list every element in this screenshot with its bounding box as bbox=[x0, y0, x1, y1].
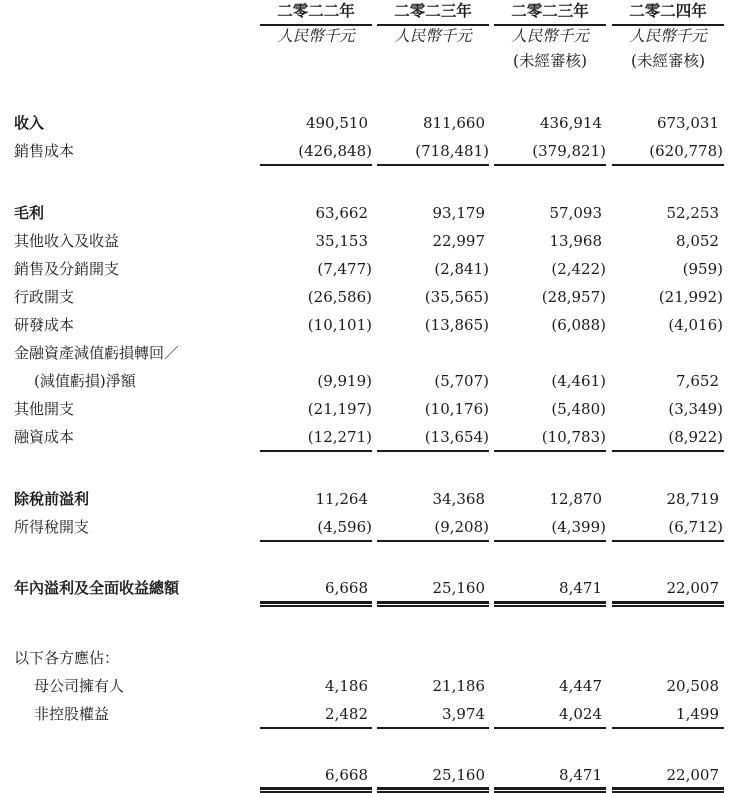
table-cell: 7,652 bbox=[676, 372, 719, 390]
table-cell: 93,179 bbox=[432, 204, 485, 222]
subtotal-rule bbox=[260, 727, 372, 729]
row-label: 銷售及分銷開支 bbox=[14, 260, 120, 278]
column-currency: 人民幣千元 bbox=[394, 27, 472, 45]
column-currency: 人民幣千元 bbox=[629, 27, 707, 45]
column-header-4 bbox=[612, 2, 724, 70]
table-cell: 8,052 bbox=[676, 232, 719, 250]
column-note: (未經審核) bbox=[630, 52, 706, 70]
total-double-rule bbox=[494, 787, 606, 793]
table-cell: 25,160 bbox=[432, 766, 485, 784]
row-label: 母公司擁有人 bbox=[34, 677, 125, 695]
table-cell: (426,848) bbox=[298, 142, 372, 160]
table-cell: (8,922) bbox=[668, 428, 723, 446]
table-cell: 8,471 bbox=[559, 579, 602, 597]
row-label: 銷售成本 bbox=[14, 142, 75, 160]
header-rule bbox=[377, 24, 489, 26]
table-cell: (2,841) bbox=[434, 260, 489, 278]
row-label: 研發成本 bbox=[14, 316, 75, 334]
column-currency: 人民幣千元 bbox=[511, 27, 589, 45]
header-rule bbox=[260, 24, 372, 26]
total-double-rule bbox=[260, 601, 372, 607]
table-cell: 3,974 bbox=[442, 705, 485, 723]
subtotal-rule bbox=[612, 164, 724, 166]
subtotal-rule bbox=[612, 727, 724, 729]
table-cell: (6,088) bbox=[551, 316, 606, 334]
row-label: 非控股權益 bbox=[34, 705, 110, 723]
table-cell: 21,186 bbox=[432, 677, 485, 695]
table-cell: (4,016) bbox=[668, 316, 723, 334]
row-label: (減值虧損)淨額 bbox=[34, 372, 136, 390]
subtotal-rule bbox=[260, 540, 372, 542]
total-double-rule bbox=[612, 787, 724, 793]
table-cell: 22,007 bbox=[666, 766, 719, 784]
row-label: 年內溢利及全面收益總額 bbox=[14, 579, 180, 597]
subtotal-rule bbox=[377, 164, 489, 166]
column-header-3 bbox=[494, 2, 606, 70]
table-cell: (9,919) bbox=[317, 372, 372, 390]
row-label: 金融資產減值虧損轉回／ bbox=[14, 344, 180, 362]
total-double-rule bbox=[377, 601, 489, 607]
table-cell: (21,197) bbox=[307, 400, 372, 418]
total-double-rule bbox=[494, 601, 606, 607]
table-cell: (4,399) bbox=[551, 518, 606, 536]
table-cell: (3,349) bbox=[668, 400, 723, 418]
subtotal-rule bbox=[494, 450, 606, 452]
table-cell: (379,821) bbox=[532, 142, 606, 160]
header-rule bbox=[612, 24, 724, 26]
column-year: 二零二三年 bbox=[511, 1, 589, 20]
subtotal-rule bbox=[377, 727, 489, 729]
row-label: 融資成本 bbox=[14, 428, 75, 446]
table-cell: (4,461) bbox=[551, 372, 606, 390]
subtotal-rule bbox=[494, 727, 606, 729]
table-cell: (10,101) bbox=[307, 316, 372, 334]
table-cell: (21,992) bbox=[658, 288, 723, 306]
table-cell: 34,368 bbox=[432, 490, 485, 508]
table-cell: (718,481) bbox=[415, 142, 489, 160]
subtotal-rule bbox=[494, 540, 606, 542]
subtotal-rule bbox=[260, 164, 372, 166]
table-cell: 20,508 bbox=[666, 677, 719, 695]
table-cell: 436,914 bbox=[539, 114, 602, 132]
total-double-rule bbox=[377, 787, 489, 793]
table-cell: 52,253 bbox=[666, 204, 719, 222]
column-year: 二零二二年 bbox=[277, 1, 355, 20]
total-double-rule bbox=[260, 787, 372, 793]
table-cell: (13,654) bbox=[424, 428, 489, 446]
table-cell: (620,778) bbox=[649, 142, 723, 160]
row-label: 除稅前溢利 bbox=[14, 490, 90, 508]
table-cell: 35,153 bbox=[315, 232, 368, 250]
row-label: 其他開支 bbox=[14, 400, 75, 418]
table-cell: 28,719 bbox=[666, 490, 719, 508]
table-cell: (2,422) bbox=[551, 260, 606, 278]
table-cell: 673,031 bbox=[656, 114, 719, 132]
row-label: 收入 bbox=[14, 114, 45, 132]
table-cell: 57,093 bbox=[549, 204, 602, 222]
table-cell: (5,480) bbox=[551, 400, 606, 418]
row-label: 毛利 bbox=[14, 204, 45, 222]
table-cell: (6,712) bbox=[668, 518, 723, 536]
table-cell: 6,668 bbox=[325, 579, 368, 597]
table-cell: 25,160 bbox=[432, 579, 485, 597]
table-cell: 22,007 bbox=[666, 579, 719, 597]
table-cell: 12,870 bbox=[549, 490, 602, 508]
total-double-rule bbox=[612, 601, 724, 607]
table-cell: (7,477) bbox=[317, 260, 372, 278]
subtotal-rule bbox=[612, 540, 724, 542]
table-cell: 4,447 bbox=[559, 677, 602, 695]
subtotal-rule bbox=[494, 164, 606, 166]
table-cell: (12,271) bbox=[307, 428, 372, 446]
table-cell: 2,482 bbox=[325, 705, 368, 723]
table-cell: 11,264 bbox=[315, 490, 368, 508]
row-label: 所得稅開支 bbox=[14, 518, 90, 536]
table-cell: 4,186 bbox=[325, 677, 368, 695]
table-cell: (10,783) bbox=[541, 428, 606, 446]
table-cell: 22,997 bbox=[432, 232, 485, 250]
subtotal-rule bbox=[377, 450, 489, 452]
table-cell: 13,968 bbox=[549, 232, 602, 250]
subtotal-rule bbox=[612, 450, 724, 452]
table-cell: (10,176) bbox=[424, 400, 489, 418]
header-rule bbox=[494, 24, 606, 26]
table-cell: 4,024 bbox=[559, 705, 602, 723]
table-cell: 490,510 bbox=[305, 114, 368, 132]
table-cell: (5,707) bbox=[434, 372, 489, 390]
table-cell: 811,660 bbox=[422, 114, 485, 132]
table-cell: 8,471 bbox=[559, 766, 602, 784]
table-cell: (28,957) bbox=[541, 288, 606, 306]
table-cell: 1,499 bbox=[676, 705, 719, 723]
row-label: 行政開支 bbox=[14, 288, 75, 306]
subtotal-rule bbox=[377, 540, 489, 542]
table-cell: (4,596) bbox=[317, 518, 372, 536]
table-cell: (35,565) bbox=[424, 288, 489, 306]
table-cell: 6,668 bbox=[325, 766, 368, 784]
row-label: 以下各方應佔： bbox=[14, 649, 120, 667]
column-currency: 人民幣千元 bbox=[277, 27, 355, 45]
table-cell: (9,208) bbox=[434, 518, 489, 536]
table-cell: (13,865) bbox=[424, 316, 489, 334]
row-label: 其他收入及收益 bbox=[14, 232, 120, 250]
column-year: 二零二四年 bbox=[629, 1, 707, 20]
subtotal-rule bbox=[260, 450, 372, 452]
table-cell: 63,662 bbox=[315, 204, 368, 222]
table-cell: (26,586) bbox=[307, 288, 372, 306]
table-cell: (959) bbox=[682, 260, 723, 278]
column-note: (未經審核) bbox=[512, 52, 588, 70]
column-year: 二零二三年 bbox=[394, 1, 472, 20]
